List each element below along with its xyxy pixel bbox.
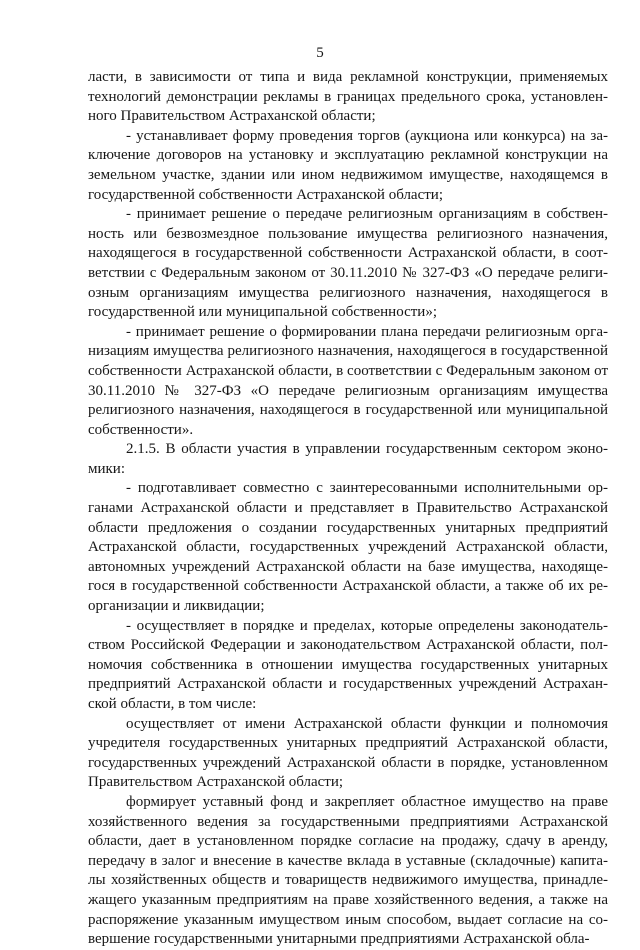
page-number: 5 xyxy=(316,45,324,61)
paragraph-religious-transfer-decision: - принимает решение о передаче религиозным организациям в собственность или безвозмездное пользование имущества религиозного назначения, находящегося в государственной собственности Астраханской области, в соответствии с Федеральным законом от 30.11.2010 № 327-ФЗ «О передаче религиозным организациям имущества религиозного назначения, находящегося в государственной или муниципальной собственности»; xyxy=(88,206,608,321)
document-body xyxy=(88,68,608,950)
paragraph-charter-fund: формирует уставный фонд и закрепляет областное имущество на праве хозяйственного ведения за государственными предприятиями Астраханской области, дает в установленном порядке согласие на продажу, сдачу в аренду, передачу в залог и внесение в качестве вклада в уставные (складочные) капиталы хозяйственных обществ и товариществ недвижимого имущества, принадлежащего указанным предприятиям на праве хозяйственного ведения, а также на распоряжение указанным имуществом иным способом, выдает согласие на совершение государственными унитарными предприятиями Астраханской обла- xyxy=(88,793,608,948)
paragraph-continuation: ласти, в зависимости от типа и вида рекламной конструкции, применяемых технологий демонстрации рекламы в границах предельного срока, установленного Правительством Астраханской области; xyxy=(88,69,608,125)
paragraph-religious-transfer-plan: - принимает решение о формировании плана передачи религиозным организациям имущества религиозного назначения, находящегося в государственной собственности Астраханской области, в соответствии с Федеральным законом от 30.11.2010 № 327-ФЗ «О передаче религиозным организациям имущества религиозного назначения, находящегося в государственной или муниципальной собственности». xyxy=(88,323,608,438)
paragraph-enterprise-proposals: - подготавливает совместно с заинтересованными исполнительными органами Астраханской области и представляет в Правительство Астраханской области предложения о создании государственных унитарных предприятий Астраханской области, государственных учреждений Астраханской области, автономных учреждений Астраханской области на базе имущества, находящегося в государственной собственности Астраханской области, а также об их реорганизации и ликвидации; xyxy=(88,480,608,615)
paragraph-owner-powers: - осуществляет в порядке и пределах, которые определены законодательством Российской Федерации и законодательством Астраханской области, полномочия собственника в отношении имущества государственных унитарных предприятий Астраханской области и государственных учреждений Астраханской области, в том числе: xyxy=(88,617,608,712)
section-heading-2-1-5: 2.1.5. В области участия в управлении государственным сектором экономики: xyxy=(88,441,608,477)
paragraph-founder-functions: осуществляет от имени Астраханской области функции и полномочия учредителя государственных унитарных предприятий Астраханской области, государственных учреждений Астраханской области в порядке, установленном Правительством Астраханской области; xyxy=(88,715,608,791)
paragraph-auction-form: - устанавливает форму проведения торгов (аукциона или конкурса) на заключение договоров на установку и эксплуатацию рекламной конструкции на земельном участке, здании или ином недвижимом имуществе, находящемся в государственной собственности Астраханской области; xyxy=(88,127,608,203)
